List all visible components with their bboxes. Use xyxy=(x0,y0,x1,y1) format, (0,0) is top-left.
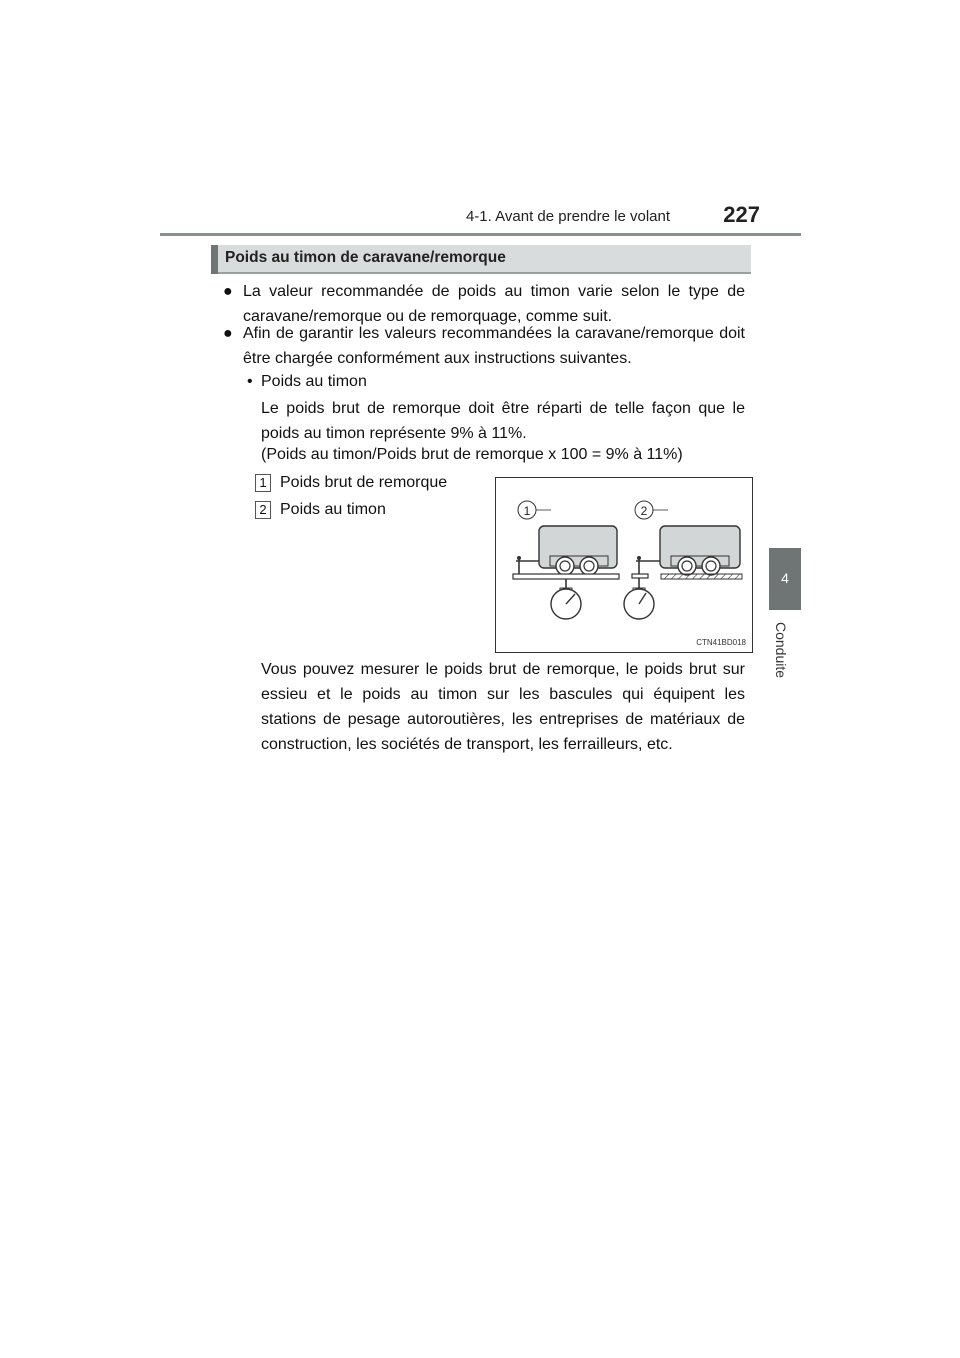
trailer-left xyxy=(513,526,619,619)
figure-code: CTN41BD018 xyxy=(696,638,746,647)
trailer-right xyxy=(624,526,742,619)
sub-text-2: (Poids au timon/Poids brut de remorque x 100 = 9% à 11%) xyxy=(261,446,683,463)
chapter-label-text: Conduite xyxy=(773,622,789,679)
box-title: Poids au timon de caravane/remorque xyxy=(225,249,506,266)
section-title: 4-1. Avant de prendre le volant xyxy=(465,208,670,225)
closing-text: Vous pouvez mesurer le poids brut de remorque, le poids brut sur essieu et le poids au timon sur les bascules qui équipent les stations de pesage autoroutières, les entreprises de matériaux de construction, les sociétés de transport, les ferrailleurs, etc. xyxy=(261,661,745,753)
legend-number-1: 1 xyxy=(255,474,271,492)
page-number: 227 xyxy=(723,202,760,227)
sub-bullet-label: Poids au timon xyxy=(261,373,367,390)
sub-bullet-dot: • xyxy=(247,373,253,390)
bullet-text-2: Afin de garantir les valeurs recommandées la caravane/remorque doit être chargée conformément aux instructions suivantes. xyxy=(243,325,745,367)
callout-2 xyxy=(635,501,653,519)
bullet-icon: ● xyxy=(223,283,233,300)
legend-number-2: 2 xyxy=(255,501,271,519)
svg-text:1: 1 xyxy=(523,504,531,518)
bullet-icon: ● xyxy=(223,325,233,342)
chapter-label xyxy=(773,622,797,682)
header-rule xyxy=(160,233,801,236)
chapter-number: 4 xyxy=(781,570,789,586)
illustration-svg xyxy=(496,478,752,652)
box-title-bar xyxy=(211,245,751,274)
legend-label-2: Poids au timon xyxy=(280,501,386,518)
legend-label-1: Poids brut de remorque xyxy=(280,474,448,491)
svg-text:2: 2 xyxy=(640,504,648,518)
callout-1 xyxy=(518,501,536,519)
sub-text-1: Le poids brut de remorque doit être réparti de telle façon que le poids au timon représente 9% à 11%. xyxy=(261,400,745,442)
bullet-text-1: La valeur recommandée de poids au timon varie selon le type de caravane/remorque ou de remorquage, comme suit. xyxy=(243,283,745,325)
box-title-accent xyxy=(211,245,218,274)
trailer-weighing-illustration xyxy=(495,477,753,653)
